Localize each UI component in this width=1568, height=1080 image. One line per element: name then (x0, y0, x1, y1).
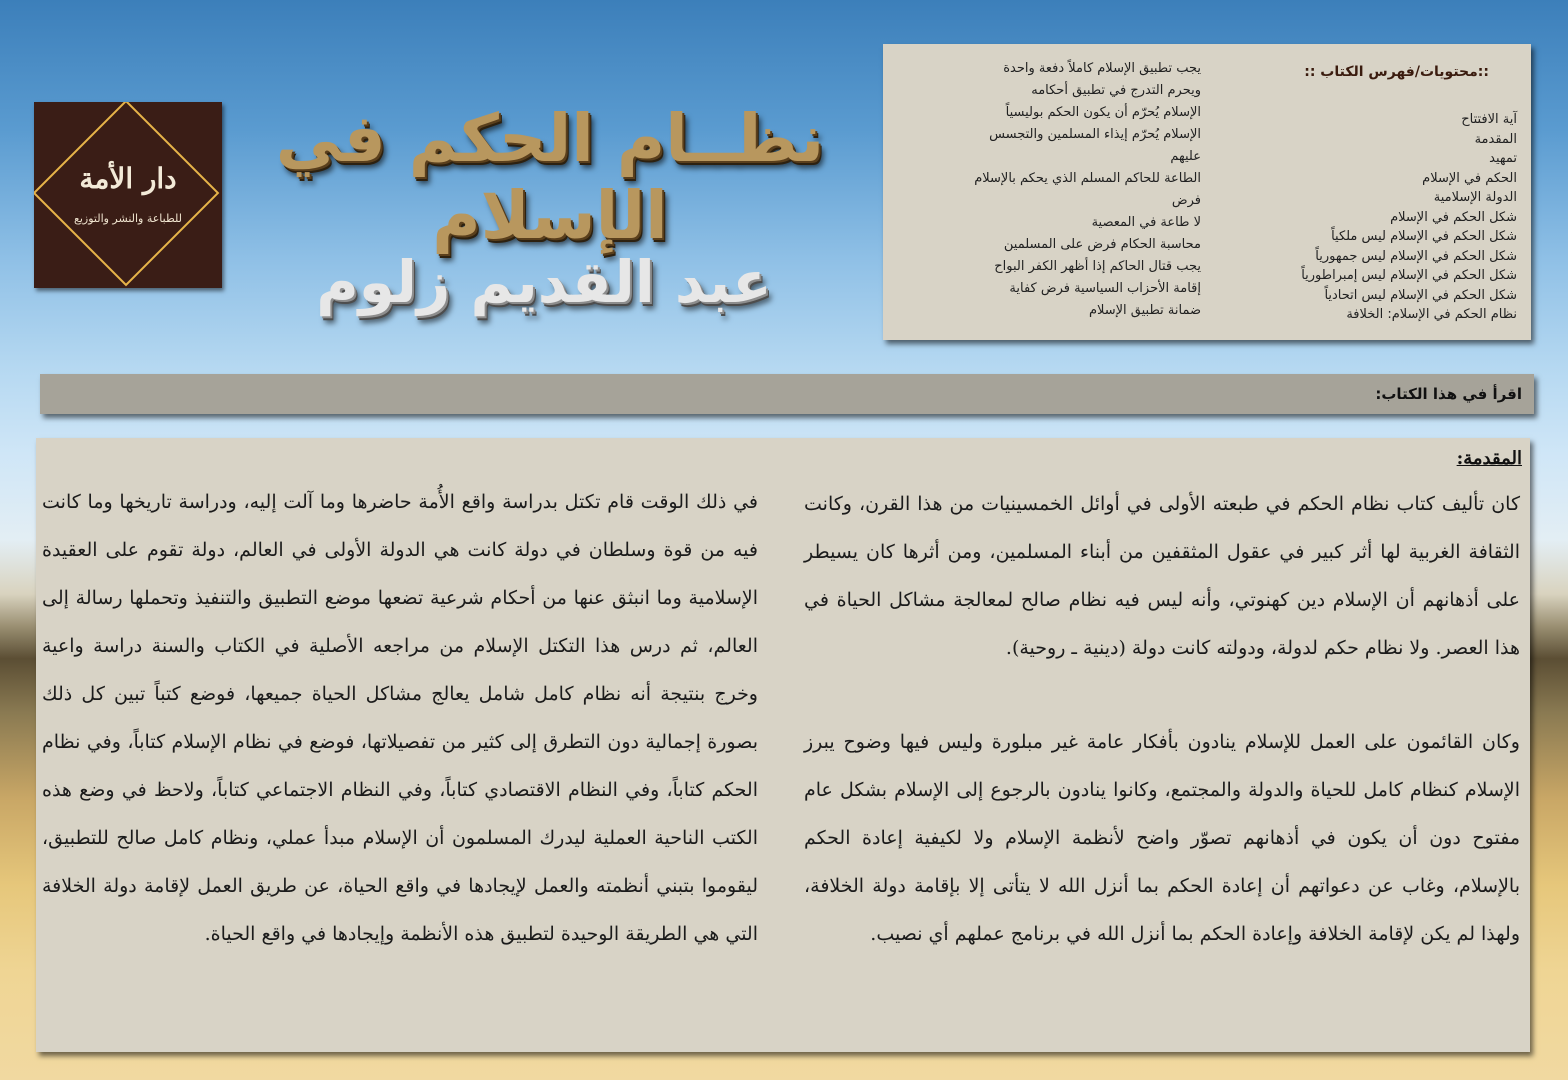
toc-item[interactable]: شكل الحكم في الإسلام ليس إمبراطورياً (1301, 268, 1517, 283)
paragraph: كان تأليف كتاب نظام الحكم في طبعته الأولى في أوائل الخمسينيات من هذا القرن، وكانت الثقافة الغربية لها أثر كبير في عقول المثقفين من أبناء المسلمين، ومن أثرها كان يسيطر على أذهانهم أن الإسلام دين كهنوتي، وأنه ليس فيه نظام صالح لمعالجة مشاكل الحياة في هذا العصر. ولا نظام حكم لدولة، ودولته كانت دولة (دينية ـ روحية). (804, 493, 1520, 659)
toc-item[interactable]: شكل الحكم في الإسلام (1390, 209, 1517, 225)
book-title: نظــام الحكم في الإسلام (275, 100, 825, 254)
text-column-left (42, 478, 758, 958)
table-of-contents (883, 44, 1531, 340)
section-title: المقدمة: (1456, 448, 1522, 469)
toc-item[interactable]: المقدمة (1474, 131, 1517, 147)
toc-item[interactable]: الحكم في الإسلام (1422, 170, 1517, 186)
read-in-book-bar: اقرأ في هذا الكتاب: (40, 374, 1534, 414)
publisher-subtitle: للطباعة والنشر والتوزيع (73, 212, 182, 225)
toc-item[interactable]: ويحرم التدرج في تطبيق أحكامه (1031, 83, 1201, 98)
paragraph: في ذلك الوقت قام تكتل بدراسة واقع الأُمة حاضرها وما آلت إليه، ودراسة تاريخها وما كانت فيه من قوة وسلطان في دولة كانت هي الدولة الأولى في العالم، دولة تقوم على العقيدة الإسلامية وما انبثق عنها من أحكام شرعية تضعها موضع التطبيق والتنفيذ وتحملها رسالة إلى العالم، ثم درس هذا التكتل الإسلام من مراجعه الأصلية في الكتاب والسنة دراسة واعية وخرج بنتيجة أنه نظام كامل شامل يعالج مشاكل الحياة جميعها، فوضع كتباً تبين كل ذلك بصورة إجمالية دون التطرق إلى كثير من تفصيلاتها، فوضع في نظام الإسلام كتاباً، وفي نظام الحكم كتاباً، وفي النظام الاقتصادي كتاباً، وفي النظام الاجتماعي كتاباً، ولاحظ في وضع هذه الكتب الناحية العملية ليدرك المسلمون أن الإسلام مبدأ عملي، ونظام كامل صالح للتطبيق، ليقوموا بتبني أنظمته والعمل لإيجادها في واقع الحياة، عن طريق العمل لإقامة دولة الخلافة التي هي الطريقة الوحيدة لتطبيق هذه الأنظمة وإيجادها في واقع الحياة. (42, 491, 758, 945)
toc-item[interactable]: شكل الحكم في الإسلام ليس ملكياً (1331, 229, 1517, 244)
publisher-logo (34, 102, 222, 288)
toc-item[interactable]: الإسلام يُحرّم إيذاء المسلمين والتجسس (989, 127, 1201, 142)
toc-item[interactable]: فرض (1171, 193, 1201, 208)
toc-item[interactable]: إقامة الأحزاب السياسية فرض كفاية (1009, 281, 1201, 296)
book-author: عبد القديم زلوم (316, 248, 772, 316)
toc-item[interactable]: شكل الحكم في الإسلام ليس اتحادياً (1324, 287, 1517, 303)
toc-heading: ::محتويات/فهرس الكتاب :: (1304, 64, 1489, 80)
toc-item[interactable]: شكل الحكم في الإسلام ليس جمهورياً (1315, 248, 1517, 264)
toc-item[interactable]: لا طاعة في المعصية (1091, 215, 1201, 230)
toc-item[interactable]: عليهم (1170, 149, 1201, 164)
paragraph: وكان القائمون على العمل للإسلام ينادون بأفكار عامة غير مبلورة وليس فيها وضوح يبرز الإسلام كنظام كامل للحياة والدولة والمجتمع، وكانوا ينادون بالرجوع إلى الإسلام بشكل عام مفتوح دون أن يكون في أذهانهم تصوّر واضح لأنظمة الإسلام ولا لكيفية إعادة الحكم بالإسلام، وغاب عن دعواتهم أن إعادة الحكم بما أنزل الله لا يتأتى إلا بإقامة دولة الخلافة، ولهذا لم يكن لإقامة الخلافة وإعادة الحكم بما أنزل الله في برنامج عملهم أي نصيب. (804, 731, 1520, 945)
toc-item[interactable]: يجب تطبيق الإسلام كاملاً دفعة واحدة (1003, 61, 1201, 76)
toc-item[interactable]: الإسلام يُحرّم أن يكون الحكم بوليسياً (1005, 105, 1201, 120)
toc-item[interactable]: محاسبة الحكام فرض على المسلمين (1003, 237, 1201, 252)
toc-item[interactable]: آية الافتتاح (1461, 112, 1517, 127)
toc-item[interactable]: تمهيد (1489, 151, 1517, 166)
publisher-name: دار الأمة (79, 162, 177, 195)
toc-item[interactable]: نظام الحكم في الإسلام: الخلافة (1346, 307, 1517, 322)
text-column-right (804, 480, 1520, 958)
toc-list-right (1217, 110, 1517, 325)
toc-list-left (891, 58, 1201, 322)
toc-item[interactable]: الطاعة للحاكم المسلم الذي يحكم بالإسلام (974, 171, 1201, 186)
book-excerpt-panel (36, 438, 1530, 1052)
toc-item[interactable]: ضمانة تطبيق الإسلام (1088, 303, 1201, 318)
toc-item[interactable]: الدولة الإسلامية (1433, 190, 1517, 205)
toc-item[interactable]: يجب قتال الحاكم إذا أظهر الكفر البواح (994, 259, 1201, 274)
